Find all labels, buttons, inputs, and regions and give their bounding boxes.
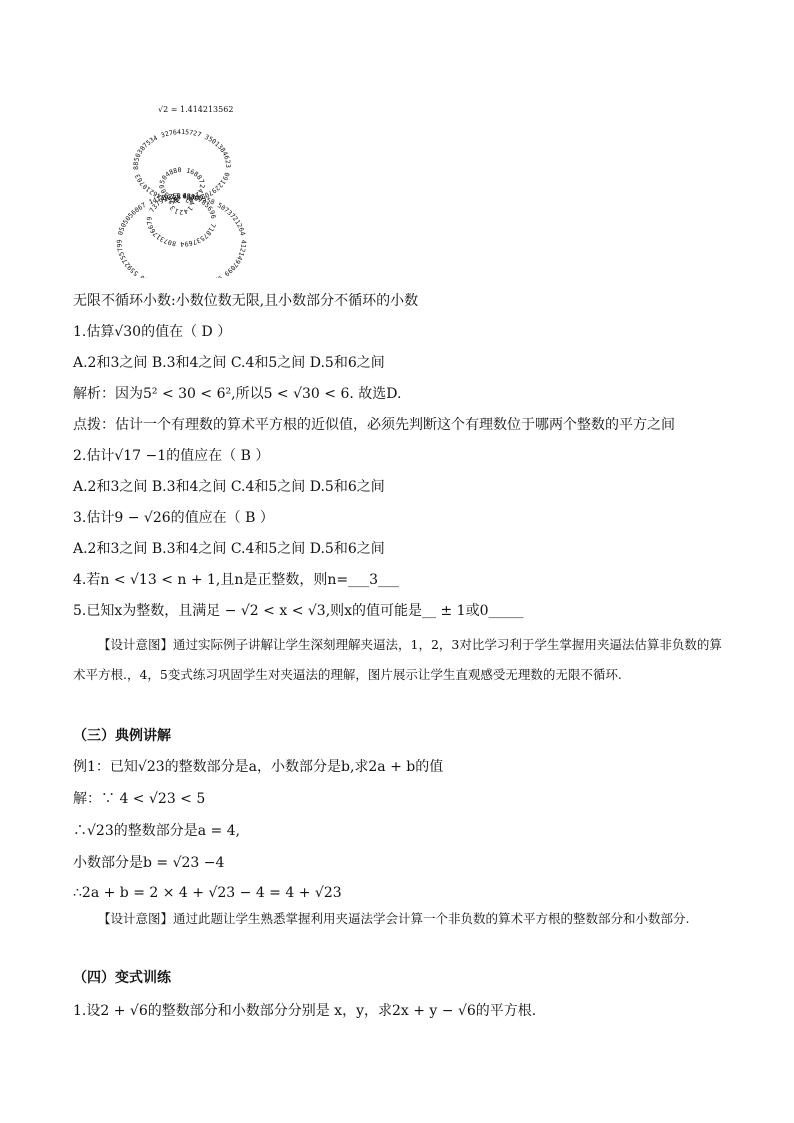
sqrt2-spiral-figure [70, 98, 295, 278]
question-2-options: A.2和3之间 B.3和4之间 C.4和5之间 D.5和6之间 [73, 479, 385, 495]
question-1: 1.估算√30的值在（ D ） [73, 324, 232, 340]
definition-line: 无限不循环小数:小数位数无限,且小数部分不循环的小数 [73, 293, 419, 309]
question-3-options: A.2和3之间 B.3和4之间 C.4和5之间 D.5和6之间 [73, 541, 385, 557]
example-1-step-3: 小数部分是b = √23 −4 [73, 855, 225, 871]
question-2: 2.估计√17 −1的值应在（ B ） [73, 448, 270, 464]
question-1-tip: 点拨：估计一个有理数的算术平方根的近似值，必须先判断这个有理数位于哪两个整数的平方之间 [73, 417, 675, 433]
question-3: 3.估计9 − √26的值应在（ B ） [73, 510, 274, 526]
example-1-step-2: ∴√23的整数部分是a = 4, [73, 823, 241, 839]
design-intent-2: 【设计意图】通过此题让学生熟悉掌握利用夹逼法学会计算一个非负数的算术平方根的整数部分和小数部分. [98, 911, 690, 926]
question-1-analysis: 解析：因为5² < 30 < 6²,所以5 < √30 < 6. 故选D. [73, 386, 402, 402]
section-4-heading: （四）变式训练 [73, 970, 171, 986]
section-3-heading: （三）典例讲解 [73, 728, 171, 744]
spiral-caption: √2 = 1.414213562 [158, 105, 234, 114]
example-1-step-1: 解：∵ 4 < √23 < 5 [73, 791, 206, 807]
question-4: 4.若n < √13 < n + 1,且n是正整数，则n=___3___ [73, 572, 400, 588]
design-intent-1: 【设计意图】通过实际例子讲解让学生深刻理解夹逼法，1，2，3对比学习利于学生掌握用夹逼法估算非负数的算术平方根.，4，5变式练习巩固学生对夹逼法的理解，图片展示让学生直观感受无理数的无限不循环. [73, 637, 722, 682]
question-5: 5.已知x为整数，且满足 − √2 < x < √3,则x的值可能是__ ± 1或0_____ [73, 603, 524, 619]
example-1-step-4: ∴2a + b = 2 × 4 + √23 − 4 = 4 + √23 [73, 885, 342, 901]
example-1-question: 例1：已知√23的整数部分是a，小数部分是b,求2a + b的值 [73, 759, 444, 775]
question-1-options: A.2和3之间 B.3和4之间 C.4和5之间 D.5和6之间 [73, 355, 385, 371]
exercise-1: 1.设2 + √6的整数部分和小数部分分别是 x，y，求2x + y − √6的平方根. [73, 1003, 537, 1019]
spiral-digits: 1.4142135623 7309504880 1688724209 6980785696 7187537694 8073176679 7379907324 7846210703 8850387534 3276415727 3501384623 0912297024 9248360558 5073721264 4121497099 9 0 5592755799 0505056067 1471025607 [115, 128, 248, 278]
spiral-svg [70, 98, 295, 278]
